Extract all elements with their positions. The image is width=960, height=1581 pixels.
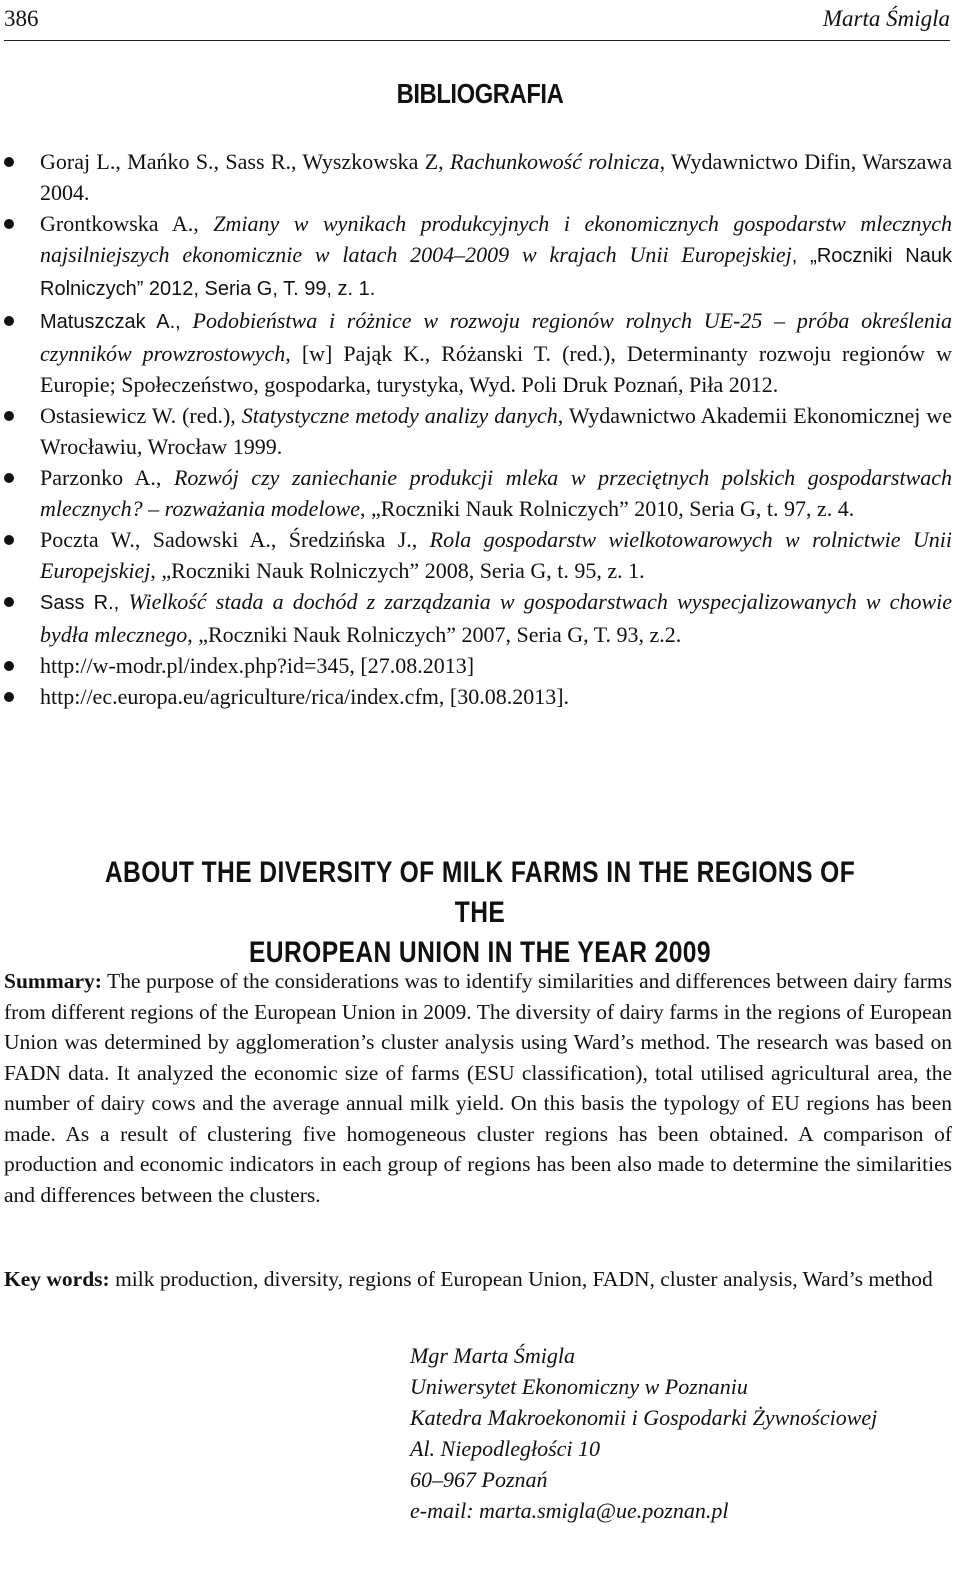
- author-city: 60–967 Poznań: [410, 1467, 548, 1492]
- summary-text: The purpose of the considerations was to identify similarities and differences between dairy farms from different regions of the European Union in 2009. The diversity of dairy farms in the regions of European Union was determined by agglomeration’s cluster analysis using Ward’s method. The research was based on FADN data. It analyzed the economic size of farms (ESU classification), total utilised agricultural area, the number of dairy cows and the average annual milk yield. On this basis the typology of EU regions has been made. As a result of clustering five homogeneous cluster regions has been obtained. A comparison of production and economic indicators in each group of regions has been also made to determine the similarities and differences between the clusters.: [4, 969, 952, 1207]
- bibliography-item: [4, 305, 952, 400]
- bullet-icon: [4, 597, 14, 607]
- bullet-icon: [4, 535, 14, 545]
- bullet-icon: [4, 411, 14, 421]
- bibliography-title: BIBLIOGRAFIA: [396, 78, 564, 109]
- ref-details: , Wydawnictwo Akademii Ekonomicznej we Wrocławiu, Wrocław 1999.: [40, 403, 952, 459]
- summary-label: Summary:: [4, 969, 102, 993]
- bullet-icon: [4, 157, 14, 167]
- keywords-label: Key words:: [4, 1267, 110, 1291]
- bullet-icon: [4, 473, 14, 483]
- author-street: Al. Niepodległości 10: [410, 1436, 601, 1461]
- english-title-line: EUROPEAN UNION IN THE YEAR 2009: [248, 936, 711, 969]
- ref-title: Statystyczne metody analizy danych: [241, 403, 558, 428]
- ref-title: Wielkość stada a dochód z zarządzania w gospodarstwach wyspecjalizowanych w chowie bydła mlecznego: [40, 589, 952, 647]
- page-number: 386: [4, 6, 39, 31]
- author-university: Uniwersytet Ekonomiczny w Poznaniu: [410, 1374, 748, 1399]
- bullet-icon: [4, 661, 14, 671]
- english-title-line: ABOUT THE DIVERSITY OF MILK FARMS IN THE REGIONS OF THE: [104, 856, 856, 929]
- ref-details: , „Roczniki Nauk Rolniczych” 2012, Seria G, T. 99, z. 1.: [40, 245, 952, 300]
- author-department: Katedra Makroekonomii i Gospodarki Żywnościowej: [410, 1405, 878, 1430]
- bibliography-item: [4, 146, 952, 208]
- bibliography-list: [4, 146, 952, 712]
- ref-authors: Parzonko A.,: [40, 465, 174, 490]
- ref-details: , „Roczniki Nauk Rolniczych” 2010, Seria G, t. 97, z. 4.: [359, 496, 855, 521]
- author-affiliation: [410, 1340, 955, 1526]
- author-name: Mgr Marta Śmigla: [410, 1343, 575, 1368]
- ref-details: , „Roczniki Nauk Rolniczych” 2007, Seria G, T. 93, z.2.: [187, 622, 682, 647]
- ref-details: , Wydawnictwo Difin, Warszawa 2004.: [40, 149, 953, 205]
- ref-authors: Matuszczak A.,: [40, 311, 193, 333]
- ref-title: Zmiany w wynikach produkcyjnych i ekonomicznych gospodarstw mlecznych najsilniejszych ekonomicznie w latach 2004–2009 w krajach Unii Europejskiej: [40, 211, 952, 267]
- bibliography-item: [4, 524, 952, 586]
- ref-title: Rozwój czy zaniechanie produkcji mleka w przeciętnych polskich gospodarstwach mlecznych? – rozważania modelowe: [40, 465, 952, 521]
- ref-authors: Poczta W., Sadowski A., Średzińska J.,: [40, 527, 430, 552]
- ref-title: Podobieństwa i różnice w rozwoju regionów rolnych UE-25 – próba określenia czynników prowzrostowych: [40, 308, 952, 366]
- ref-details: , [w] Pająk K., Różanski T. (red.), Determinanty rozwoju regionów w Europie; Społeczeństwo, gospodarka, turystyka, Wyd. Poli Druk Poznań, Piła 2012.: [40, 341, 952, 397]
- bibliography-item: [4, 650, 952, 681]
- ref-authors: Goraj L., Mańko S., Sass R., Wyszkowska Z,: [40, 149, 450, 174]
- keywords-text: milk production, diversity, regions of European Union, FADN, cluster analysis, Ward’s method: [109, 1267, 933, 1291]
- ref-details: , „Roczniki Nauk Rolniczych” 2008, Seria G, t. 95, z. 1.: [150, 558, 645, 583]
- ref-authors: Sass R.,: [40, 592, 129, 614]
- ref-authors: Grontkowska A.,: [40, 211, 214, 236]
- bullet-icon: [4, 692, 14, 702]
- bibliography-item: [4, 462, 952, 524]
- english-title: [86, 853, 873, 973]
- running-author: Marta Śmigla: [822, 6, 950, 31]
- author-email: e-mail: marta.smigla@ue.poznan.pl: [410, 1498, 729, 1523]
- bibliography-item: [4, 586, 952, 650]
- keywords-paragraph: [4, 1264, 952, 1295]
- bibliography-item: [4, 208, 952, 305]
- running-header: [4, 6, 950, 41]
- ref-url: http://ec.europa.eu/agriculture/rica/index.cfm, [30.08.2013].: [40, 684, 570, 709]
- bibliography-item: [4, 681, 952, 712]
- summary-paragraph: [4, 966, 952, 1210]
- ref-title: Rachunkowość rolnicza: [450, 149, 660, 174]
- bullet-icon: [4, 316, 14, 326]
- ref-authors: Ostasiewicz W. (red.),: [40, 403, 242, 428]
- ref-title: Rola gospodarstw wielkotowarowych w rolnictwie Unii Europejskiej: [40, 527, 952, 583]
- ref-url: http://w-modr.pl/index.php?id=345, [27.08.2013]: [40, 653, 475, 678]
- bullet-icon: [4, 219, 14, 229]
- bibliography-item: [4, 400, 952, 462]
